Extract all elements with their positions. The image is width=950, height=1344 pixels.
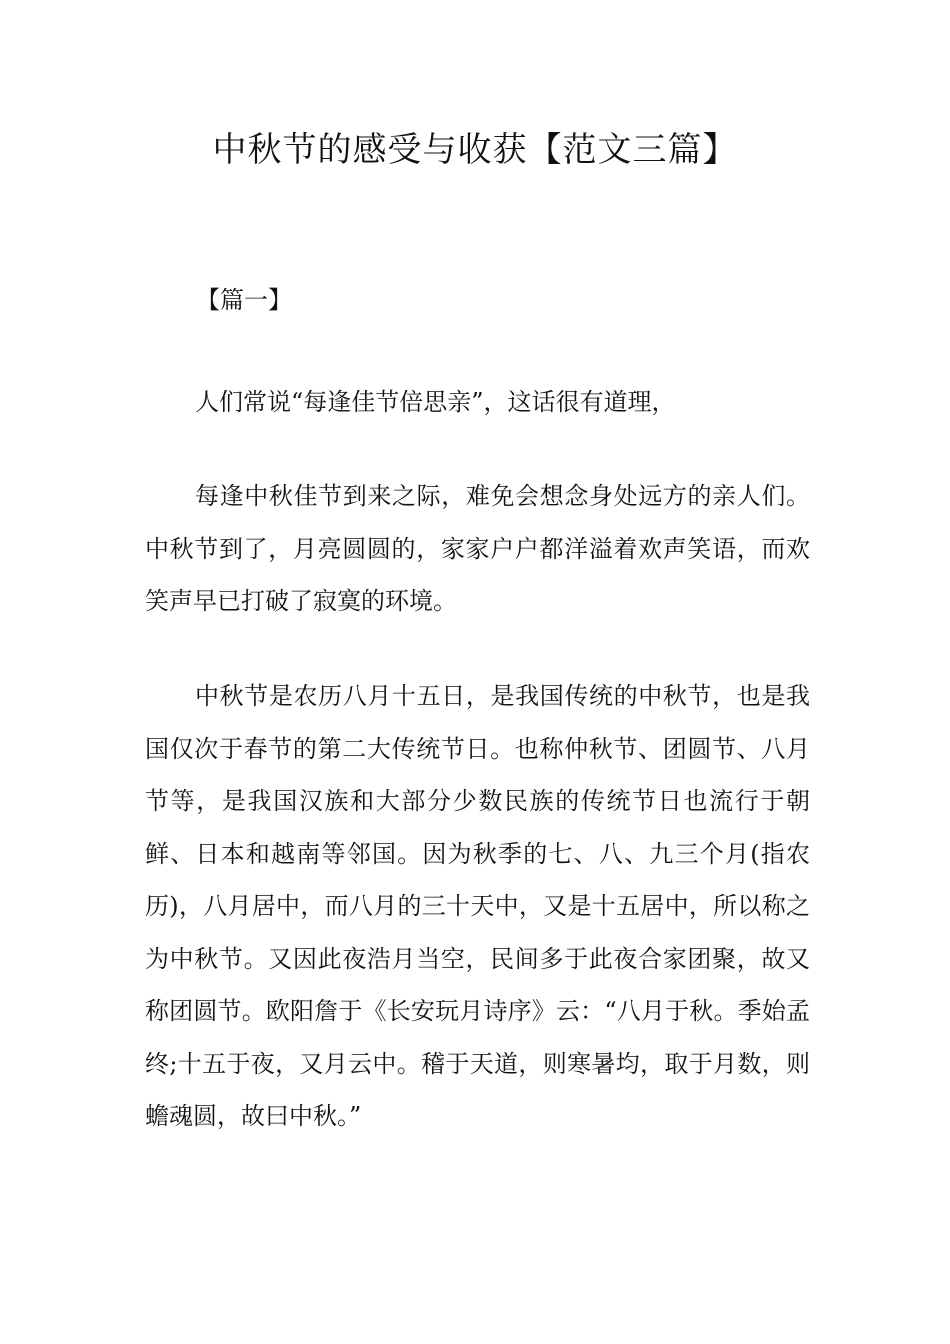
section-label: 【篇一】 [196, 286, 292, 314]
paragraph-1: 人们常说“每逢佳节倍思亲”，这话很有道理， [195, 388, 676, 416]
document-title: 中秋节的感受与收获【范文三篇】 [212, 130, 738, 170]
paragraph-2: 每逢中秋佳节到来之际，难免会想念身处远方的亲人们。中秋节到了，月亮圆圆的，家家户户都洋溢着欢声笑语，而欢笑声早已打破了寂寞的环境。 [145, 482, 810, 615]
paragraph-3: 中秋节是农历八月十五日，是我国传统的中秋节，也是我国仅次于春节的第二大传统节日。也称仲秋节、团圆节、八月节等，是我国汉族和大部分少数民族的传统节日也流行于朝鲜、日本和越南等邻国。因为秋季的七、八、九三个月(指农历)，八月居中，而八月的三十天中，又是十五居中，所以称之为中秋节。又因此夜浩月当空，民间多于此夜合家团聚，故又称团圆节。欧阳詹于《长安玩月诗序》云：“八月于秋。季始孟终;十五于夜，又月云中。稽于天道，则寒暑均，取于月数，则蟾魂圆，故曰中秋。” [145, 682, 810, 1130]
